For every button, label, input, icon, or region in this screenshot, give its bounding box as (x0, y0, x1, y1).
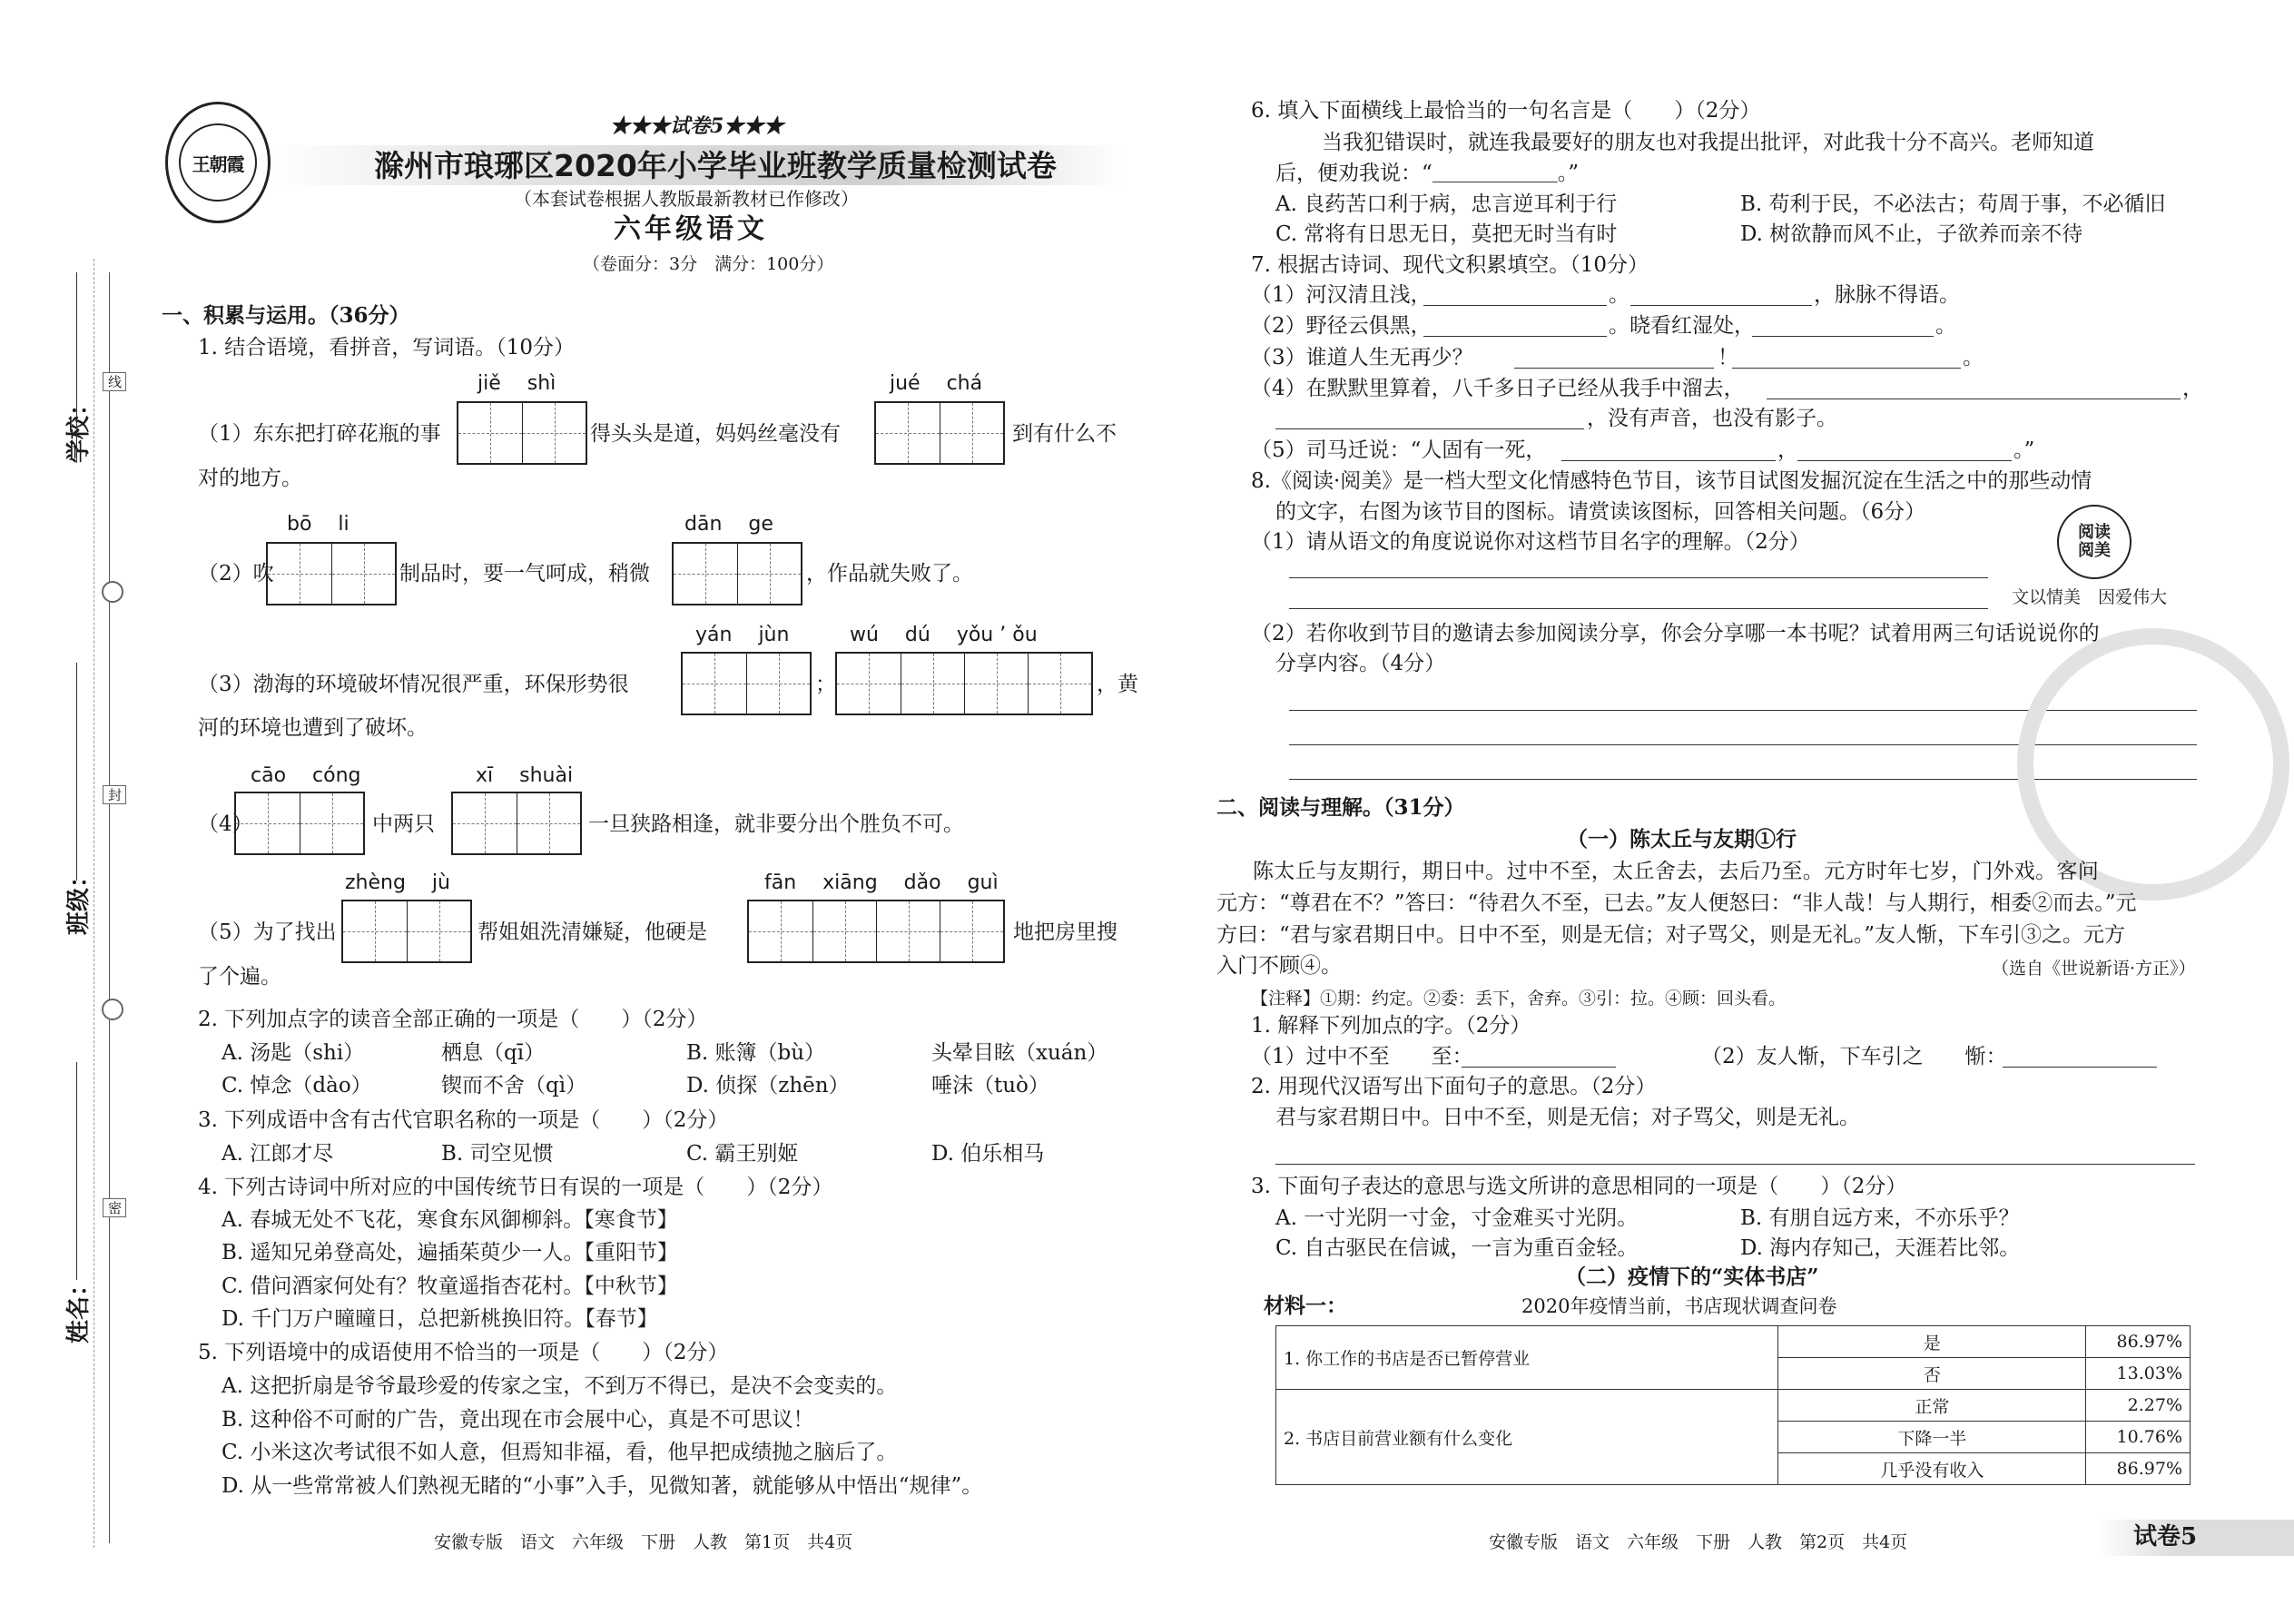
footer-right: 安徽专版 语文 六年级 下册 人教 第2页 共4页 (1489, 1532, 1908, 1552)
q3-option-c[interactable]: C. 霸王别姬 (686, 1142, 799, 1166)
pinyin-3: bō li (287, 513, 350, 536)
q2-option-a2: 栖息（qī） (441, 1041, 546, 1065)
answer-grid-dange[interactable] (672, 542, 802, 605)
q1-2-text-a: （2）吹 (198, 562, 274, 586)
q7-1-c: ，脉脉不得语。 (1814, 283, 1960, 307)
q5-option-a[interactable]: A. 这把折扇是爷爷最珍爱的传家之宝，不到万不得已，是决不会变卖的。 (222, 1374, 898, 1398)
q1-1-text-b: 得头头是道，妈妈丝毫没有 (590, 422, 841, 446)
q7-1-blank-2[interactable] (1630, 305, 1812, 306)
q6-context-1: 当我犯错误时，就连我最要好的朋友也对我提出批评，对此我十分不高兴。老师知道 (1322, 131, 2094, 154)
q2-option-b2: 头晕目眩（xuán） (931, 1041, 1108, 1065)
q8-stem-2: 的文字，右图为该节目的图标。请赏读该图标，回答相关问题。（6分） (1275, 500, 1926, 524)
answer-grid-yanjun[interactable] (681, 652, 812, 715)
q7-1-b: 。 (1609, 283, 1629, 307)
passage1-line-1: 陈太丘与友期行，期日中。过中不至，太丘舍去，去后乃至。元方时年七岁，门外戏。客问 (1253, 860, 2099, 883)
q7-4-blank-2[interactable] (1275, 428, 1584, 429)
answer-grid-juecha[interactable] (874, 401, 1005, 465)
q6-stem: 6. 填入下面横线上最恰当的一句名言是（ ）（2分） (1251, 99, 1761, 123)
q1-5-text-a: （5）为了找出 (198, 920, 337, 944)
q7-3-blank-1[interactable] (1514, 368, 1714, 369)
class-field[interactable] (76, 663, 77, 881)
q2-option-c2: 锲而不舍（qì） (441, 1074, 587, 1097)
pinyin-9: zhèng jù (345, 871, 450, 894)
q3-option-d[interactable]: D. 伯乐相马 (931, 1142, 1045, 1166)
q4-stem: 4. 下列古诗词中所对应的中国传统节日有误的一项是（ ）（2分） (198, 1176, 833, 1199)
footer-left: 安徽专版 语文 六年级 下册 人教 第1页 共4页 (434, 1532, 853, 1552)
q5-stem: 5. 下列语境中的成语使用不恰当的一项是（ ）（2分） (198, 1341, 729, 1364)
passage1-q1b: （2）友人惭，下车引之 惭： (1701, 1045, 2007, 1068)
score-info: （卷面分：3分 满分：100分） (583, 254, 834, 274)
answer-grid-wuduyouou[interactable] (835, 652, 1093, 715)
q7-3-a: （3）谁道人生无再少？ (1251, 346, 1473, 369)
name-field[interactable] (76, 1062, 77, 1280)
table-row (1276, 1390, 2191, 1422)
q7-5-b: ， (1777, 438, 1798, 462)
pinyin-10: fān xiāng dǎo guì (764, 871, 999, 894)
q7-stem: 7. 根据古诗词、现代文积累填空。（10分） (1251, 253, 1649, 277)
q4-option-d[interactable]: D. 千门万户曈曈日，总把新桃换旧符。【春节】 (222, 1307, 658, 1331)
school-label: 学校： (65, 391, 93, 463)
binding-mark-2: 封 (103, 785, 126, 804)
q6-option-c[interactable]: C. 常将有日思无日，莫把无时当有时 (1275, 222, 1618, 246)
q4-option-b[interactable]: B. 遥知兄弟登高处，遍插茱萸少一人。【重阳节】 (222, 1241, 679, 1265)
q1-4-text-c: 一旦狭路相逢，就非要分出个胜负不可。 (588, 812, 964, 836)
q1-2-text-b: 制品时，要一气呵成，稍微 (399, 562, 650, 586)
passage1-q1b-blank[interactable] (2003, 1067, 2157, 1068)
q1-4-text-a: （4） (198, 812, 253, 836)
q1-5-text-b: 帮姐姐洗清嫌疑，他硬是 (478, 920, 707, 944)
passage1-source: （选自《世说新语·方正》） (1992, 959, 2196, 979)
q1-5-text-d: 了个遍。 (198, 965, 281, 989)
q1-1-text-c: 到有什么不 (1012, 422, 1117, 446)
exam-subtitle: （本套试卷根据人教版最新教材已作修改） (514, 188, 859, 210)
pinyin-6: wú dú yǒu ’ ǒu (850, 624, 1038, 646)
q3-option-a[interactable]: A. 江郎才尽 (222, 1142, 334, 1166)
q1-4-text-b: 中两只 (372, 812, 435, 836)
q6-option-b[interactable]: B. 苟利于民，不必法古；苟周于事，不必循旧 (1740, 192, 2166, 216)
answer-grid-jieshi[interactable] (457, 401, 587, 465)
q7-2-b: 。晓看红湿处， (1609, 314, 1755, 338)
q4-option-c[interactable]: C. 借问酒家何处有？牧童遥指杏花村。【中秋节】 (222, 1275, 678, 1298)
q7-1-blank-1[interactable] (1423, 305, 1607, 306)
pinyin-5: yán jùn (695, 624, 790, 646)
q7-4-b: ， (2182, 377, 2203, 400)
q3-option-b[interactable]: B. 司空见惯 (441, 1142, 554, 1166)
passage1-line-3: 方曰：“君与家君期日中。日中不至，则是无信；对子骂父，则是无礼。”友人惭，下车引③之。元方 (1216, 923, 2126, 947)
q1-3-text-c: ，黄 (1097, 673, 1138, 696)
q2-option-b[interactable]: B. 账簿（bù） (686, 1041, 826, 1065)
answer-grid-zhengju[interactable] (341, 900, 472, 963)
q7-2-c: 。 (1935, 314, 1956, 338)
pinyin-1: jiě shì (478, 372, 556, 395)
q2-stem: 2. 下列加点字的读音全部正确的一项是（ ）（2分） (198, 1008, 708, 1031)
survey-table-title: 2020年疫情当前，书店现状调查问卷 (1521, 1295, 1837, 1317)
passage1-q2-answer-line[interactable] (1275, 1164, 2195, 1165)
survey-option-value: 2.27% (2086, 1390, 2191, 1422)
passage1-line-2: 元方：“尊君在不？”答曰：“待君久不至，已去。”友人便怒曰：“非人哉！与人期行，相委②而去。”元 (1216, 891, 2137, 915)
survey-option-value: 86.97% (2086, 1453, 2191, 1485)
survey-option-label: 下降一半 (1778, 1422, 2086, 1453)
q1-3-text-d: 河的环境也遭到了破坏。 (198, 716, 428, 740)
q3-stem: 3. 下列成语中含有古代官职名称的一项是（ ）（2分） (198, 1108, 729, 1132)
q2-option-a[interactable]: A. 汤匙（shi） (222, 1041, 365, 1065)
passage1-q2: 2. 用现代汉语写出下面句子的意思。（2分） (1251, 1075, 1657, 1098)
publisher-logo (165, 102, 271, 223)
q5-option-b[interactable]: B. 这种俗不可耐的广告，竟出现在市会展中心，真是不可思议！ (222, 1408, 814, 1432)
q8-1-answer-line-2[interactable] (1289, 608, 1988, 609)
passage1-q1: 1. 解释下列加点的字。（2分） (1251, 1014, 1531, 1038)
table-row (1276, 1326, 2191, 1358)
pinyin-8: xī shuài (476, 764, 574, 787)
logo-inner (179, 123, 257, 202)
class-label: 班级： (65, 863, 93, 935)
survey-table (1275, 1325, 2191, 1485)
pinyin-2: jué chá (890, 372, 983, 395)
q7-3-blank-2[interactable] (1732, 368, 1961, 369)
q5-option-c[interactable]: C. 小米这次考试很不如人意，但焉知非福，看，他早把成绩抛之脑后了。 (222, 1441, 898, 1464)
paper-badge: ★★★试卷5★★★ (610, 114, 784, 138)
q8-stem-1: 8.《阅读·阅美》是一档大型文化情感特色节目，该节目试图发掘沉淀在生活之中的那些动情 (1251, 469, 2092, 493)
show-logo-caption: 文以情美 因爱伟大 (2012, 587, 2168, 607)
passage1-q3-option-c[interactable]: C. 自古驱民在信诚，一言为重百金轻。 (1275, 1236, 1639, 1260)
q1-5-text-c: 地把房里搜 (1013, 920, 1117, 944)
answer-grid-fanxiangdaogui[interactable] (747, 900, 1005, 963)
survey-option-value: 86.97% (2086, 1326, 2191, 1358)
survey-option-label: 否 (1778, 1358, 2086, 1390)
binding-mark-3: 密 (103, 1198, 126, 1217)
show-logo-text: 阅读阅美 (2078, 523, 2111, 560)
grade-subject: 六年级语文 (614, 213, 768, 245)
passage1-q3: 3. 下面句子表达的意思与选文所讲的意思相同的一项是（ ）（2分） (1251, 1175, 1907, 1198)
section2-title: 二、阅读与理解。（31分） (1216, 795, 1465, 820)
passage1-q3-option-b[interactable]: B. 有朋自远方来，不亦乐乎？ (1740, 1206, 2020, 1230)
answer-grid-boli[interactable] (266, 542, 397, 605)
q1-1-text-a: （1）东东把打碎花瓶的事 (198, 422, 441, 446)
passage1-q1a-blank[interactable] (1462, 1067, 1616, 1068)
passage1-q3-option-d[interactable]: D. 海内存知己，天涯若比邻。 (1740, 1236, 2021, 1260)
q7-2-a: （2）野径云俱黑， (1251, 314, 1432, 338)
passage1-title: （一）陈太丘与友期①行 (1567, 827, 1797, 851)
material-1-label: 材料一： (1264, 1294, 1347, 1318)
answer-grid-xishuai[interactable] (451, 792, 582, 855)
footer-badge: 试卷5 (2133, 1523, 2198, 1550)
q6-option-d[interactable]: D. 树欲静而风不止，子欲养而亲不待 (1740, 222, 2083, 246)
q1-1-text-d: 对的地方。 (198, 467, 302, 490)
q7-3-c: 。 (1963, 346, 1984, 369)
q6-context-2: 后，便劝我说：“＿＿＿＿＿＿。” (1275, 162, 1580, 185)
survey-question-2: 2. 书店目前营业额有什么变化 (1276, 1390, 1778, 1485)
q7-5-blank-1[interactable] (1561, 460, 1776, 461)
school-field[interactable] (76, 272, 77, 463)
name-label: 姓名： (65, 1272, 93, 1343)
pinyin-7: cāo cóng (251, 764, 361, 787)
q5-option-d[interactable]: D. 从一些常常被人们熟视无睹的“小事”入手，见微知著，就能够从中悟出“规律”。 (222, 1474, 983, 1498)
binding-hole-1 (102, 581, 123, 603)
q7-2-blank-1[interactable] (1423, 336, 1607, 337)
passage1-q3-option-a[interactable]: A. 一寸光阴一寸金，寸金难买寸光阴。 (1275, 1206, 1639, 1230)
pinyin-4: dān ge (684, 513, 773, 536)
binding-line (109, 272, 110, 1543)
q4-option-a[interactable]: A. 春城无处不飞花，寒食东风御柳斜。【寒食节】 (222, 1208, 678, 1232)
survey-option-label: 是 (1778, 1326, 2086, 1358)
q7-3-b: ！ (1718, 346, 1738, 369)
q7-5-a: （5）司马迁说：“人固有一死， (1251, 438, 1547, 462)
show-logo (2057, 505, 2132, 579)
q7-1-a: （1）河汉清且浅， (1251, 283, 1432, 307)
survey-option-label: 正常 (1778, 1390, 2086, 1422)
q8-part-2b: 分享内容。（4分） (1275, 652, 1446, 675)
q2-option-c[interactable]: C. 悼念（dào） (222, 1074, 372, 1097)
q1-stem: 1. 结合语境，看拼音，写词语。（10分） (198, 336, 576, 359)
q8-1-answer-line-1[interactable] (1289, 577, 1988, 578)
passage1-notes: 【注释】①期：约定。②委：丢下，舍弃。③引：拉。④顾：回头看。 (1251, 989, 1787, 1009)
q1-2-text-c: ，作品就失败了。 (806, 562, 973, 586)
binding-hole-2 (102, 999, 123, 1020)
q7-5-blank-2[interactable] (1797, 460, 2012, 461)
survey-question-1: 1. 你工作的书店是否已暂停营业 (1276, 1326, 1778, 1390)
passage1-line-4: 入门不顾④。 (1216, 954, 1342, 978)
section1-title: 一、积累与运用。（36分） (162, 303, 410, 328)
q1-3-text-a: （3）渤海的环境破坏情况很严重，环保形势很 (198, 673, 629, 696)
q6-option-a[interactable]: A. 良药苦口利于病，忠言逆耳利于行 (1275, 192, 1618, 216)
q7-4-c: ，没有声音，也没有影子。 (1587, 407, 1837, 430)
survey-option-value: 13.03% (2086, 1358, 2191, 1390)
binding-mark-1: 线 (103, 372, 126, 391)
q1-3-text-b: ； (815, 673, 836, 696)
passage1-q2-sentence: 君与家君期日中。日中不至，则是无信；对子骂父，则是无礼。 (1275, 1106, 1860, 1129)
survey-option-value: 10.76% (2086, 1422, 2191, 1453)
exam-title: 滁州市琅琊区2020年小学毕业班教学质量检测试卷 (374, 148, 1057, 183)
survey-option-label: 几乎没有收入 (1778, 1453, 2086, 1485)
q7-5-c: 。” (2013, 438, 2035, 462)
q8-part-1: （1）请从语文的角度说说你对这档节目名字的理解。（2分） (1251, 530, 1810, 554)
q7-2-blank-2[interactable] (1752, 336, 1934, 337)
passage2-title: （二）疫情下的“实体书店” (1565, 1265, 1819, 1289)
q7-4-a: （4）在默默里算着，八千多日子已经从我手中溜去， (1251, 377, 1745, 400)
q2-option-d[interactable]: D. 侦探（zhēn） (686, 1074, 850, 1097)
q2-option-d2: 唾沫（tuò） (931, 1074, 1049, 1097)
logo-text: 王朝霞 (192, 153, 244, 175)
q8-part-2a: （2）若你收到节目的邀请去参加阅读分享，你会分享哪一本书呢？试着用两三句话说说你的 (1251, 622, 2100, 645)
answer-grid-caocong[interactable] (234, 792, 365, 855)
passage1-q1a: （1）过中不至 至： (1251, 1045, 1473, 1068)
